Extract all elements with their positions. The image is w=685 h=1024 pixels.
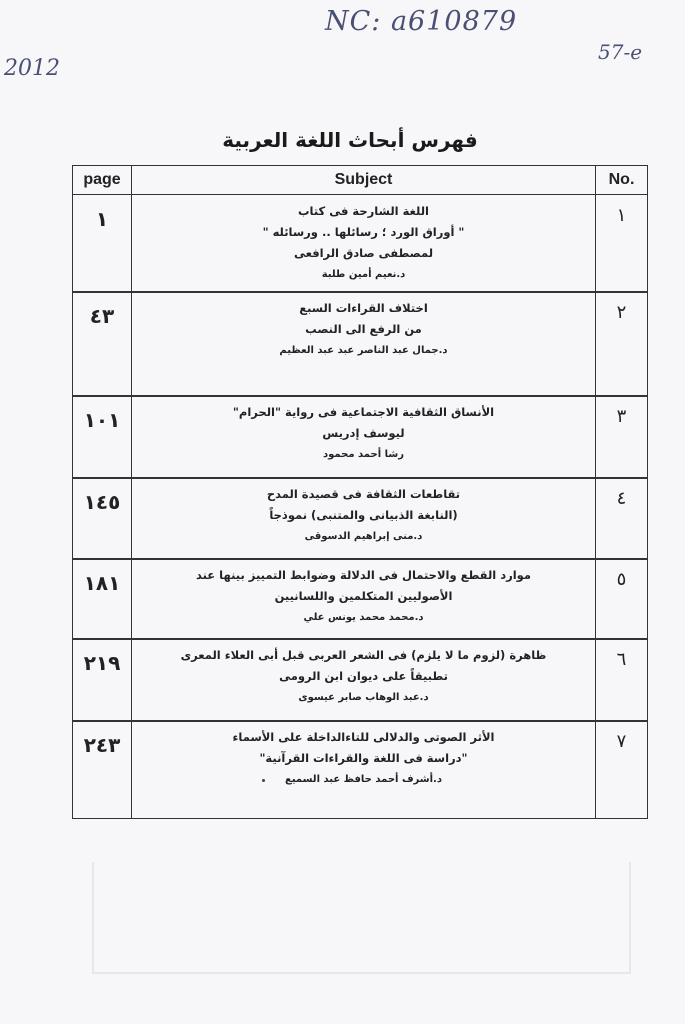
- entry-page-number: ٢٤٣: [83, 733, 121, 757]
- row-divider: [596, 395, 647, 397]
- entry-author: رشا أحمد محمود: [323, 449, 404, 460]
- entry-author: د.عبد الوهاب صابر عيسوى: [298, 692, 429, 703]
- entry-page-number: ٤٣: [89, 304, 115, 328]
- entry-page-number: ١٤٥: [83, 490, 121, 514]
- page-column: [73, 195, 132, 818]
- page-title: فهرس أبحاث اللغة العربية: [222, 128, 478, 152]
- entry-author: د.أشرف أحمد حافظ عبد السميع: [285, 774, 442, 785]
- header-no: No.: [608, 171, 635, 188]
- subject-line: "دراسة فى اللغة والقراءات القرآنية": [259, 751, 468, 765]
- entry-page-number: ١٠١: [83, 408, 121, 432]
- index-table: [72, 165, 648, 819]
- row-divider: [596, 477, 647, 479]
- subject-line: اختلاف القراءات السبع: [299, 301, 428, 315]
- entry-subject: [132, 484, 595, 547]
- subject-line: تطبيقاً على ديوان ابن الرومى: [279, 669, 448, 683]
- row-divider: [596, 291, 647, 293]
- entry-subject: [132, 402, 595, 465]
- entry-number: ٦: [616, 649, 627, 670]
- entry-page-number: ١٨١: [83, 571, 121, 595]
- subject-line: لمصطفى صادق الرافعى: [293, 246, 434, 260]
- row-divider: [596, 638, 647, 640]
- table-body: [73, 195, 647, 818]
- row-divider: [596, 720, 647, 722]
- subject-line: (النابغة الذبيانى والمتنبى) نموذجاً: [269, 508, 458, 522]
- ink-dot: [262, 779, 265, 782]
- subject-line: الأثر الصوتى والدلالى للتاءالداخلة على الأسماء: [232, 730, 495, 744]
- subject-line: ظاهرة (لزوم ما لا يلزم) فى الشعر العربى قبل أبى العلاء المعرى: [180, 648, 547, 662]
- subject-line: تقاطعات الثقافة فى قصيدة المدح: [266, 487, 461, 501]
- row-divider: [132, 638, 595, 640]
- entry-author: د.جمال عبد الناصر عبد عبد العظيم: [279, 345, 448, 356]
- entry-number: ٤: [616, 488, 627, 509]
- row-divider: [73, 291, 131, 293]
- row-divider: [73, 558, 131, 560]
- entry-number: ١: [616, 205, 627, 226]
- row-divider: [596, 558, 647, 560]
- entry-number: ٧: [616, 731, 627, 752]
- row-divider: [73, 638, 131, 640]
- subject-line: الأصوليين المتكلمين واللسانيين: [274, 589, 453, 603]
- entry-page-number: ١: [95, 207, 109, 231]
- entry-page-number: ٢١٩: [83, 651, 121, 675]
- subject-line: من الرفع الى النصب: [305, 322, 422, 336]
- entry-subject: [132, 565, 595, 628]
- row-divider: [73, 720, 131, 722]
- entry-subject: [132, 645, 595, 708]
- entry-number: ٥: [616, 569, 627, 590]
- handwritten-nc-number: NC: a610879: [325, 6, 518, 37]
- subject-line: " أوراق الورد ؛ رسائلها .. ورسائله ": [262, 225, 465, 239]
- subject-line: موارد القطع والاحتمال فى الدلالة وضوابط التمييز بينها عند: [195, 568, 532, 582]
- entry-number: ٣: [616, 406, 627, 427]
- faint-page-border: [92, 862, 631, 974]
- entry-author: د.نعيم أمين طلبة: [321, 269, 406, 280]
- subject-line: الأنساق الثقافية الاجتماعية فى رواية "الحرام": [232, 405, 495, 419]
- subject-column: [132, 195, 596, 818]
- handwritten-year: 2012: [4, 56, 60, 81]
- entry-subject: [132, 727, 595, 790]
- row-divider: [132, 477, 595, 479]
- entry-subject: [132, 298, 595, 361]
- entry-author: د.محمد محمد يونس علي: [303, 612, 424, 623]
- subject-line: ليوسف إدريس: [322, 426, 405, 440]
- subject-line: اللغة الشارحة فى كتاب: [297, 204, 429, 218]
- table-header: [73, 166, 647, 195]
- header-page: page: [73, 166, 132, 194]
- row-divider: [132, 720, 595, 722]
- entry-number: ٢: [616, 302, 627, 323]
- entry-author: د.منى إبراهيم الدسوقى: [304, 531, 423, 542]
- number-column: [596, 195, 647, 818]
- row-divider: [132, 395, 595, 397]
- header-subject: Subject: [132, 166, 596, 194]
- entry-subject: [132, 201, 595, 285]
- row-divider: [73, 395, 131, 397]
- handwritten-ref: 57-e: [598, 40, 643, 64]
- row-divider: [73, 477, 131, 479]
- row-divider: [132, 291, 595, 293]
- row-divider: [132, 558, 595, 560]
